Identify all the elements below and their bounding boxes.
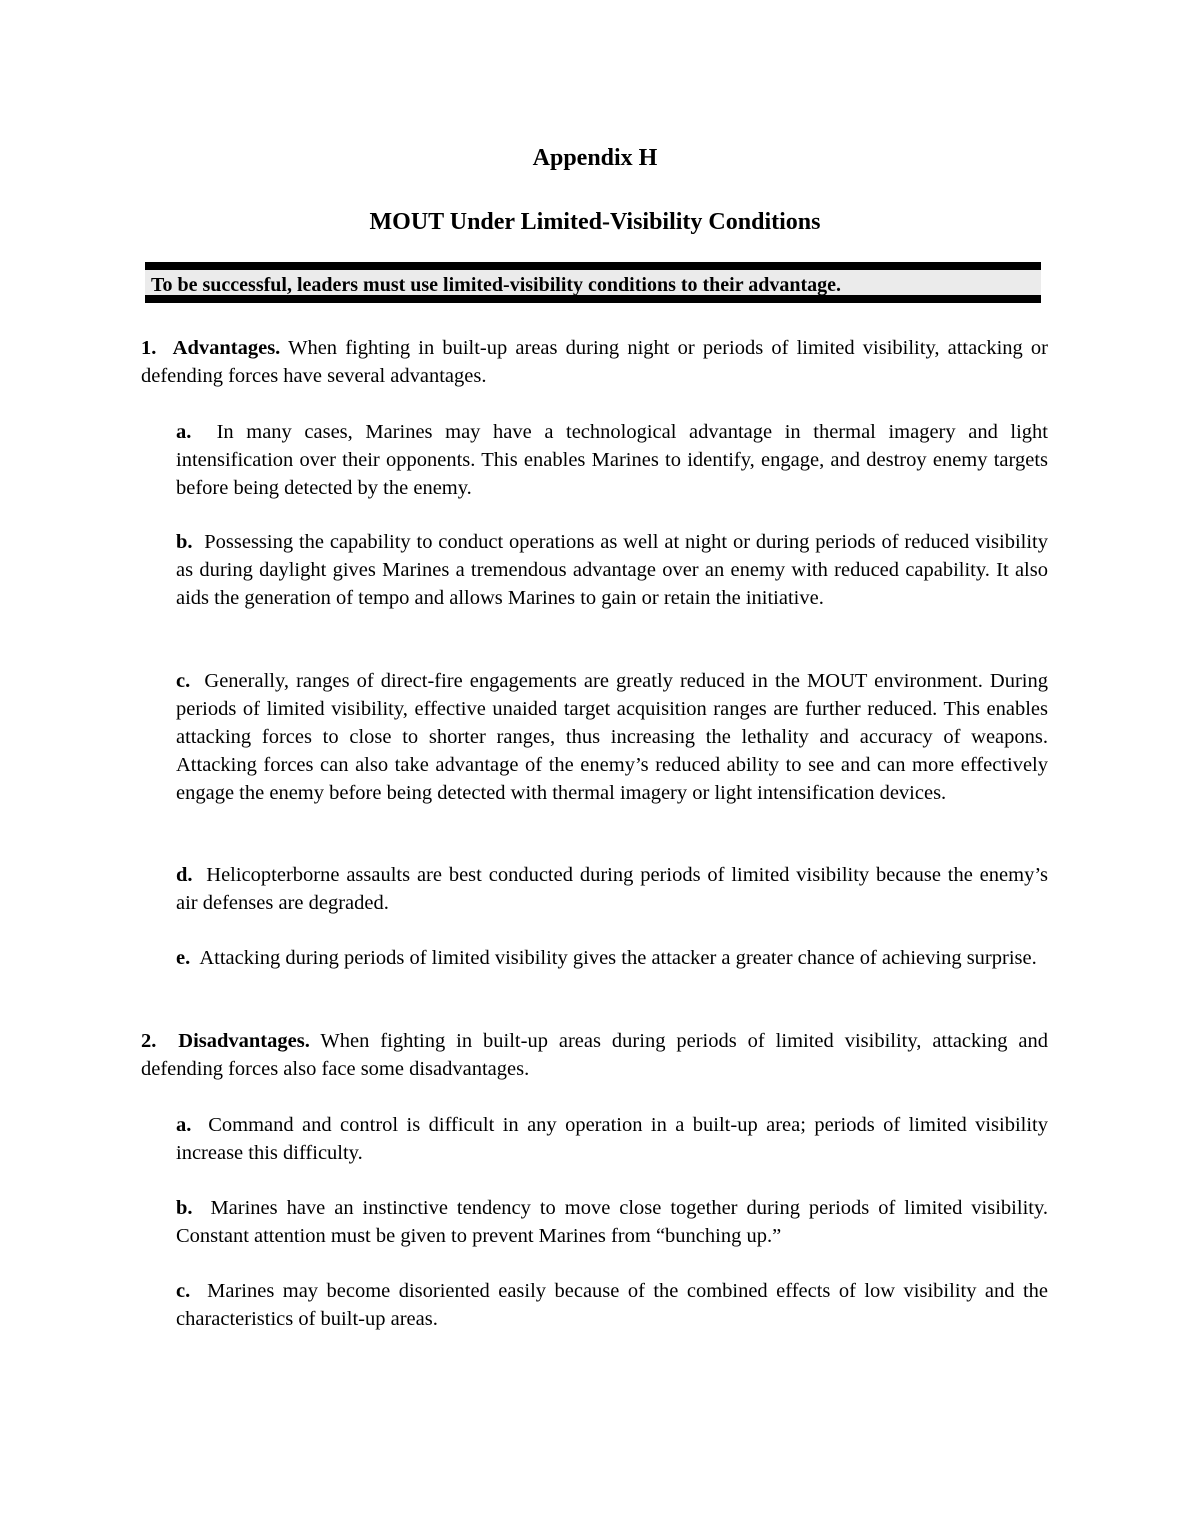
section-number: 2. xyxy=(141,1030,157,1052)
list-item xyxy=(176,528,1048,612)
item-label: a. xyxy=(176,1114,192,1136)
list-item xyxy=(176,1111,1048,1167)
item-label: d. xyxy=(176,864,193,886)
callout-text: To be successful, leaders must use limited-visibility conditions to their advantage. xyxy=(151,274,842,296)
section-intro: When fighting in built-up areas during periods of limited visibility, attacking and defending forces also face some disadvantages. xyxy=(141,1030,1049,1080)
appendix-subtitle: MOUT Under Limited-Visibility Conditions xyxy=(369,209,821,235)
item-text: In many cases, Marines may have a technological advantage in thermal imagery and light intensification over their opponents. This enables Marines to identify, engage, and destroy enemy targets before being detected by the enemy. xyxy=(176,421,1049,499)
item-text: Generally, ranges of direct-fire engagements are greatly reduced in the MOUT environment. During periods of limited visibility, effective unaided target acquisition ranges are further reduced. This enables attacking forces to close to shorter ranges, thus increasing the lethality and accuracy of weapons. Attacking forces can also take advantage of the enemy’s reduced ability to see and can more effectively engage the enemy before being detected with thermal imagery or light intensification devices. xyxy=(176,670,1048,804)
item-text: Marines have an instinctive tendency to move close together during periods of limited visibility. Constant attention must be given to prevent Marines from “bunching up.” xyxy=(176,1197,1048,1247)
section-disadvantages xyxy=(141,1027,1048,1083)
section-heading: Advantages. xyxy=(172,337,281,359)
item-label: b. xyxy=(176,1197,193,1219)
section-intro: When fighting in built-up areas during night or periods of limited visibility, attacking or defending forces have several advantages. xyxy=(141,337,1048,387)
list-item xyxy=(176,861,1048,917)
list-item xyxy=(176,667,1048,807)
list-item xyxy=(176,418,1048,502)
section-advantages xyxy=(141,334,1048,390)
item-text: Command and control is difficult in any operation in a built-up area; periods of limited visibility increase this difficulty. xyxy=(176,1114,1049,1164)
item-text: Marines may become disoriented easily because of the combined effects of low visibility and the characteristics of built-up areas. xyxy=(176,1280,1049,1330)
item-label: a. xyxy=(176,421,192,443)
list-item xyxy=(176,944,1048,972)
callout-box xyxy=(145,262,1041,303)
item-label: e. xyxy=(176,947,191,969)
section-heading: Disadvantages. xyxy=(178,1030,310,1052)
item-text: Attacking during periods of limited visibility gives the attacker a greater chance of achieving surprise. xyxy=(199,947,1037,969)
item-label: b. xyxy=(176,531,193,553)
item-label: c. xyxy=(176,1280,191,1302)
list-item xyxy=(176,1194,1048,1250)
appendix-title: Appendix H xyxy=(532,145,658,171)
section-number: 1. xyxy=(141,337,157,359)
item-label: c. xyxy=(176,670,191,692)
list-item xyxy=(176,1277,1048,1333)
item-text: Possessing the capability to conduct operations as well at night or during periods of reduced visibility as during daylight gives Marines a tremendous advantage over an enemy with reduced capability. It also aids the generation of tempo and allows Marines to gain or retain the initiative. xyxy=(176,531,1048,609)
item-text: Helicopterborne assaults are best conducted during periods of limited visibility because the enemy’s air defenses are degraded. xyxy=(176,864,1049,914)
